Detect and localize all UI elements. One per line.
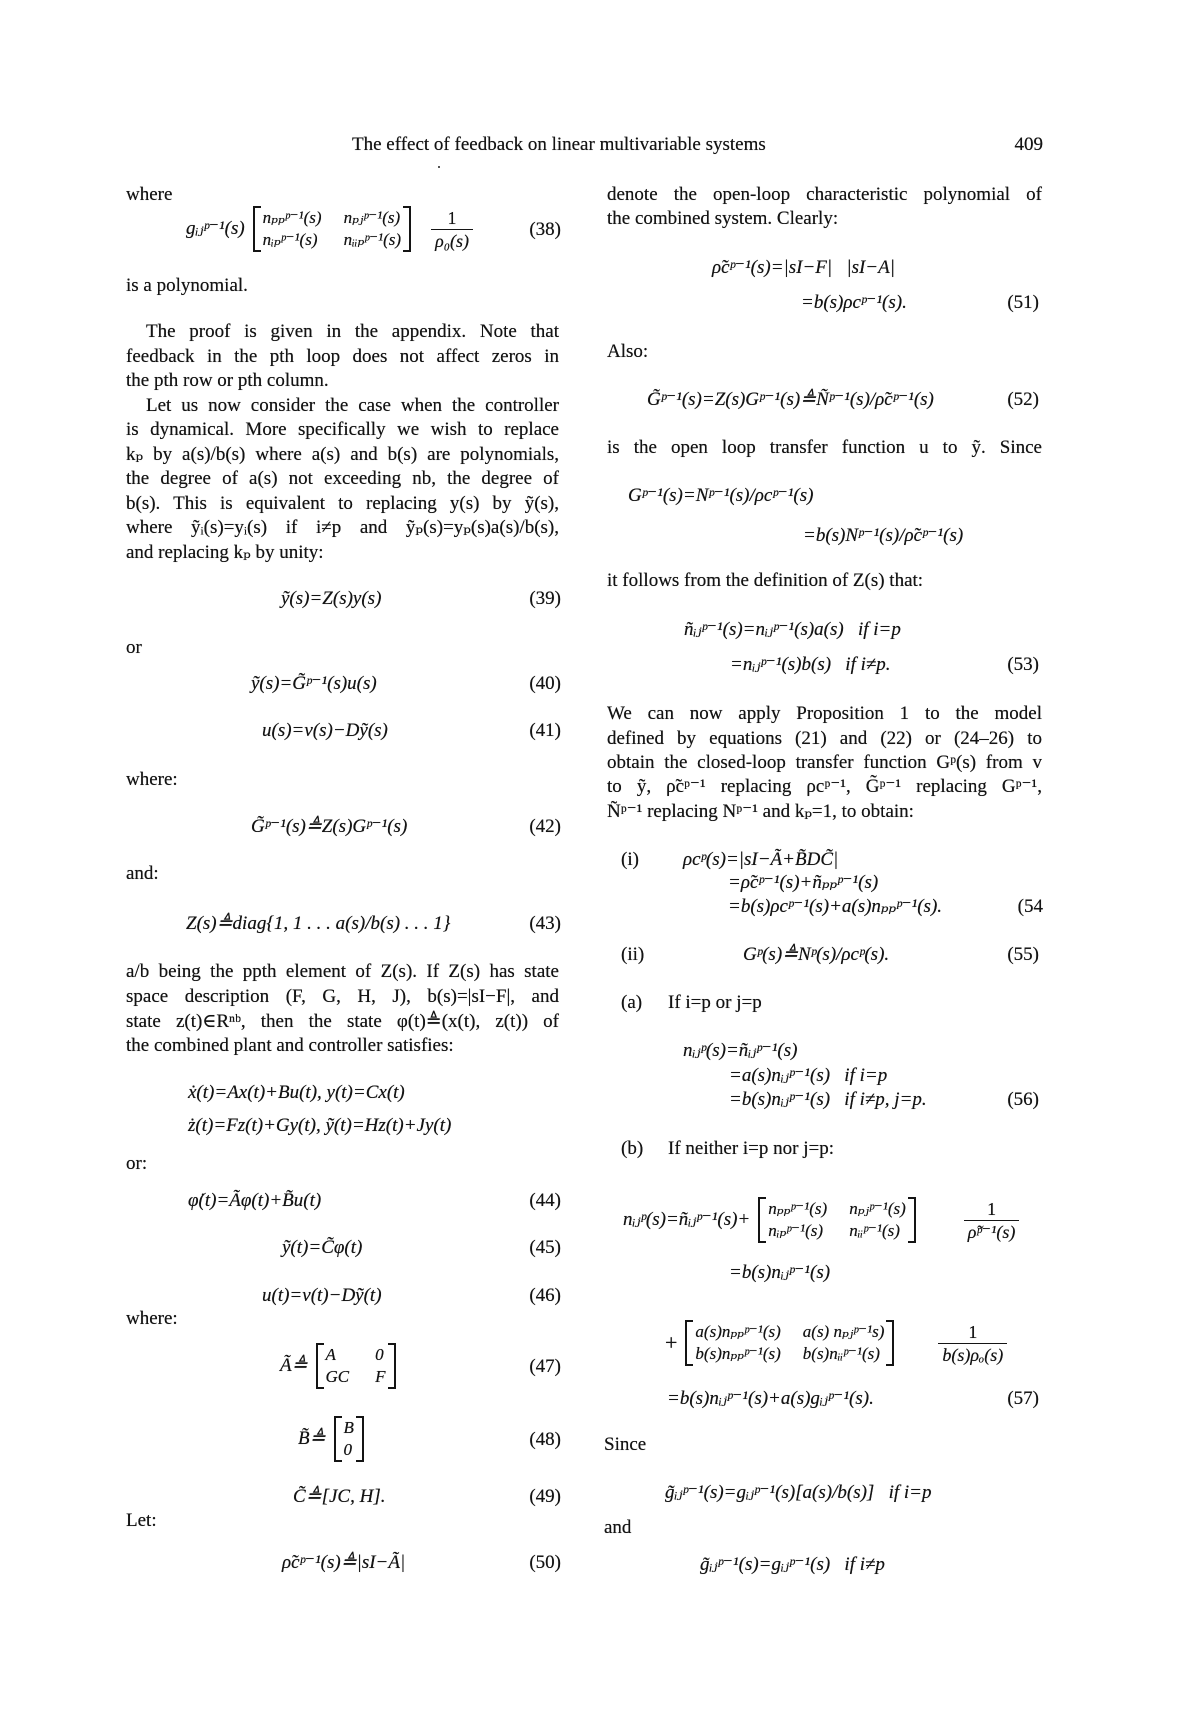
text-line: the combined plant and controller satisfies: <box>126 1035 454 1056</box>
matrix-cell: nₚⱼᵖ⁻¹(s) <box>343 208 401 227</box>
plus-sign: + <box>665 1330 678 1355</box>
state-equation: ẋ(t)=Ax(t)+Bu(t), y(t)=Cx(t) <box>188 1082 405 1103</box>
item-label: (a) <box>621 992 643 1013</box>
equation-56c: =b(s)nᵢⱼᵖ⁻¹(s) if i≠p, j=p. <box>729 1089 927 1110</box>
text-line: b(s). This is equivalent to replacing y(s) by ỹ(s), <box>126 493 559 514</box>
running-title: The effect of feedback on linear multivariable systems <box>352 134 766 155</box>
matrix-cell: b(s)nₚₚᵖ⁻¹(s) <box>695 1344 781 1363</box>
equation-57c <box>665 1320 1007 1366</box>
denominator: b(s)ρₒ(s) <box>938 1343 1007 1366</box>
equation-number: (43) <box>529 913 561 934</box>
equation-54b: =ρ̃cᵖ⁻¹(s)+ñₚₚᵖ⁻¹(s) <box>728 872 879 893</box>
equation-number: (44) <box>529 1190 561 1211</box>
text-line: the combined system. Clearly: <box>607 208 839 229</box>
text-line: the pth row or pth column. <box>126 370 329 391</box>
equation-57a <box>623 1197 1019 1243</box>
text-line: where: <box>126 1308 178 1329</box>
equation-53a: ñᵢⱼᵖ⁻¹(s)=nᵢⱼᵖ⁻¹(s)a(s) if i=p <box>684 619 901 640</box>
equation-41: u(s)=v(s)−Dỹ(s) <box>262 720 388 741</box>
equation-38 <box>186 206 473 252</box>
equation-number: (45) <box>529 1237 561 1258</box>
equation-40: ỹ(s)=G̃ᵖ⁻¹(s)u(s) <box>251 673 377 694</box>
fraction <box>964 1198 1020 1243</box>
text-line: defined by equations (21) and (22) or (24–26) to <box>607 728 1042 749</box>
equation-51a: ρ̃cᵖ⁻¹(s)=|sI−F| |sI−A| <box>712 257 895 278</box>
equation-line: Gᵖ⁻¹(s)=Nᵖ⁻¹(s)/ρcᵖ⁻¹(s) <box>628 485 814 506</box>
equation-number: (50) <box>529 1552 561 1573</box>
equation-43: Z(s)≜diag{1, 1 . . . a(s)/b(s) . . . 1} <box>186 913 451 934</box>
state-equation: ż(t)=Fz(t)+Gy(t), ỹ(t)=Hz(t)+Jy(t) <box>188 1115 452 1136</box>
text-line: Also: <box>607 341 649 362</box>
equation-number: (40) <box>529 673 561 694</box>
item-label: (b) <box>621 1138 644 1159</box>
equation-number: (39) <box>529 588 561 609</box>
text-line: Since <box>604 1434 647 1455</box>
equation-number: (49) <box>529 1486 561 1507</box>
equation-45: ỹ(t)=C̃φ(t) <box>282 1237 363 1258</box>
matrix-cell: nₚₚᵖ⁻¹(s) <box>768 1199 828 1218</box>
page-number: 409 <box>1014 134 1043 155</box>
matrix-cell: nₚₚᵖ⁻¹(s) <box>262 208 322 227</box>
equation-number: (52) <box>1007 389 1039 410</box>
text-line: If neither i=p nor j=p: <box>668 1138 834 1159</box>
fraction <box>938 1321 1007 1366</box>
text-line: is dynamical. More specifically we wish to replace <box>126 419 559 440</box>
text-line: Let us now consider the case when the controller <box>146 395 559 416</box>
text-line: and replacing kₚ by unity: <box>126 542 324 563</box>
equation-number: (48) <box>529 1429 561 1450</box>
equation-56b: =a(s)nᵢⱼᵖ⁻¹(s) if i=p <box>729 1065 888 1086</box>
equation-56a: nᵢⱼᵖ(s)=ñᵢⱼᵖ⁻¹(s) <box>683 1040 798 1061</box>
item-label: (i) <box>621 849 639 870</box>
equation-50: ρ̃cᵖ⁻¹(s)≜|sI−Ã| <box>282 1552 406 1573</box>
text-line: where: <box>126 769 178 790</box>
matrix <box>685 1320 894 1366</box>
text-line: kₚ by a(s)/b(s) where a(s) and b(s) are polynomials, <box>126 444 559 465</box>
equation-number: (53) <box>1007 654 1039 675</box>
equation-47 <box>280 1343 396 1389</box>
equation-number: (51) <box>1007 292 1039 313</box>
matrix-cell: nᵢₚᵖ⁻¹(s) <box>262 230 318 249</box>
equation-54a: ρcᵖ(s)=|sI−Ã+B̃DC̃| <box>683 849 839 870</box>
matrix-cell: b(s)nᵢᵢᵖ⁻¹(s) <box>802 1344 880 1363</box>
text-line: space description (F, G, H, J), b(s)=|sI−F|, and <box>126 986 559 1007</box>
text-line: or: <box>126 1153 148 1174</box>
equation-number: (57) <box>1007 1388 1039 1409</box>
text-line: denote the open-loop characteristic polynomial of <box>607 184 1042 205</box>
matrix <box>253 206 411 252</box>
item-label: (ii) <box>621 944 645 965</box>
denominator: ρ̃ᵖ⁻¹(s) <box>964 1220 1020 1243</box>
text-line: where <box>126 184 173 205</box>
matrix-cell: nₚⱼᵖ⁻¹(s) <box>849 1199 906 1218</box>
denominator: ρ₀(s) <box>431 229 473 252</box>
equation-line: =b(s)Nᵖ⁻¹(s)/ρ̃cᵖ⁻¹(s) <box>803 525 964 546</box>
matrix <box>334 1416 364 1462</box>
text-line: where ỹᵢ(s)=yᵢ(s) if i≠p and ỹₚ(s)=yₚ(s)a(s)/b(s), <box>126 517 559 538</box>
equation-number: (56) <box>1007 1089 1039 1110</box>
text-line: and <box>604 1517 632 1538</box>
equation-52: G̃ᵖ⁻¹(s)=Z(s)Gᵖ⁻¹(s)≜Ñᵖ⁻¹(s)/ρ̃cᵖ⁻¹(s) <box>647 389 934 410</box>
matrix <box>316 1343 396 1389</box>
fraction <box>431 207 473 252</box>
equation-line: g̃ᵢⱼᵖ⁻¹(s)=gᵢⱼᵖ⁻¹(s) if i≠p <box>700 1554 885 1575</box>
matrix-cell: a(s) nₚⱼᵖ⁻¹s) <box>802 1322 885 1341</box>
matrix <box>758 1197 916 1243</box>
matrix-cell: 0 <box>343 1440 353 1459</box>
text-line: to ỹ, ρ̃cᵖ⁻¹ replacing ρcᵖ⁻¹, G̃ᵖ⁻¹ replacing Gᵖ⁻¹, <box>607 776 1042 797</box>
equation-number: (54 <box>1017 896 1043 917</box>
text-line: is the open loop transfer function u to ỹ. Since <box>607 437 1042 458</box>
equation-53b: =nᵢⱼᵖ⁻¹(s)b(s) if i≠p. <box>730 654 891 675</box>
equation-44: φ̇(t)=Ãφ(t)+B̃u(t) <box>188 1190 322 1211</box>
equation-number: (42) <box>529 816 561 837</box>
text-line: We can now apply Proposition 1 to the model <box>607 703 1042 724</box>
matrix-cell: B <box>343 1418 354 1437</box>
eq-lhs: Ã≜ <box>280 1355 308 1376</box>
equation-46: u(t)=v(t)−Dỹ(t) <box>262 1285 382 1306</box>
text-line: feedback in the pth loop does not affect zeros in <box>126 346 559 367</box>
matrix-cell: GC <box>325 1367 350 1386</box>
equation-42: G̃ᵖ⁻¹(s)≜Z(s)Gᵖ⁻¹(s) <box>251 816 408 837</box>
text-line: Let: <box>126 1510 157 1531</box>
scan-speck <box>438 166 440 168</box>
equation-line: g̃ᵢⱼᵖ⁻¹(s)=gᵢⱼᵖ⁻¹(s)[a(s)/b(s)] if i=p <box>665 1482 932 1503</box>
equation-number: (55) <box>1007 944 1039 965</box>
text-line: is a polynomial. <box>126 275 248 296</box>
numerator: 1 <box>987 1198 997 1219</box>
equation-57d: =b(s)nᵢⱼᵖ⁻¹(s)+a(s)gᵢⱼᵖ⁻¹(s). <box>667 1388 874 1409</box>
equation-number: (47) <box>529 1356 561 1377</box>
eq-lhs: nᵢⱼᵖ(s)=ñᵢⱼᵖ⁻¹(s)+ <box>623 1209 751 1230</box>
text-line: obtain the closed-loop transfer function Gᵖ(s) from v <box>607 752 1042 773</box>
matrix-cell: a(s)nₚₚᵖ⁻¹(s) <box>695 1322 781 1341</box>
text-line: Ñᵖ⁻¹ replacing Nᵖ⁻¹ and kₚ=1, to obtain: <box>607 801 914 822</box>
text-line: state z(t)∈Rⁿᵇ, then the state φ(t)≜(x(t), z(t)) of <box>126 1011 559 1032</box>
equation-39: ỹ(s)=Z(s)y(s) <box>281 588 382 609</box>
text-line: it follows from the definition of Z(s) that: <box>607 570 924 591</box>
equation-49: C̃≜[JC, H]. <box>293 1486 386 1507</box>
text-line: the degree of a(s) not exceeding nb, the degree of <box>126 468 559 489</box>
equation-51b: =b(s)ρcᵖ⁻¹(s). <box>801 292 907 313</box>
equation-number: (38) <box>529 219 561 240</box>
eq-lhs: B̃≜ <box>298 1428 326 1449</box>
text-line: and: <box>126 863 159 884</box>
equation-number: (46) <box>529 1285 561 1306</box>
text-line: If i=p or j=p <box>668 992 762 1013</box>
matrix-cell: 0 <box>375 1345 384 1364</box>
matrix-cell: A <box>325 1345 336 1364</box>
numerator: 1 <box>447 207 457 228</box>
text-line: The proof is given in the appendix. Note that <box>146 321 559 342</box>
equation-55: Gᵖ(s)≜Nᵖ(s)/ρcᵖ(s). <box>743 944 890 965</box>
matrix-cell: nᵢᵢᵖ⁻¹(s) <box>849 1221 900 1240</box>
equation-57b: =b(s)nᵢⱼᵖ⁻¹(s) <box>729 1262 831 1283</box>
numerator: 1 <box>968 1321 978 1342</box>
matrix-cell: F <box>375 1367 386 1386</box>
text-line: or <box>126 637 142 658</box>
equation-48 <box>298 1416 364 1462</box>
text-line: a/b being the ppth element of Z(s). If Z(s) has state <box>126 961 559 982</box>
matrix-cell: nᵢᵢₚᵖ⁻¹(s) <box>343 230 402 249</box>
matrix-cell: nᵢₚᵖ⁻¹(s) <box>768 1221 824 1240</box>
equation-number: (41) <box>529 720 561 741</box>
equation-54c: =b(s)ρcᵖ⁻¹(s)+a(s)nₚₚᵖ⁻¹(s). <box>728 896 943 917</box>
eq-lhs: gᵢⱼᵖ⁻¹(s) <box>186 218 245 239</box>
